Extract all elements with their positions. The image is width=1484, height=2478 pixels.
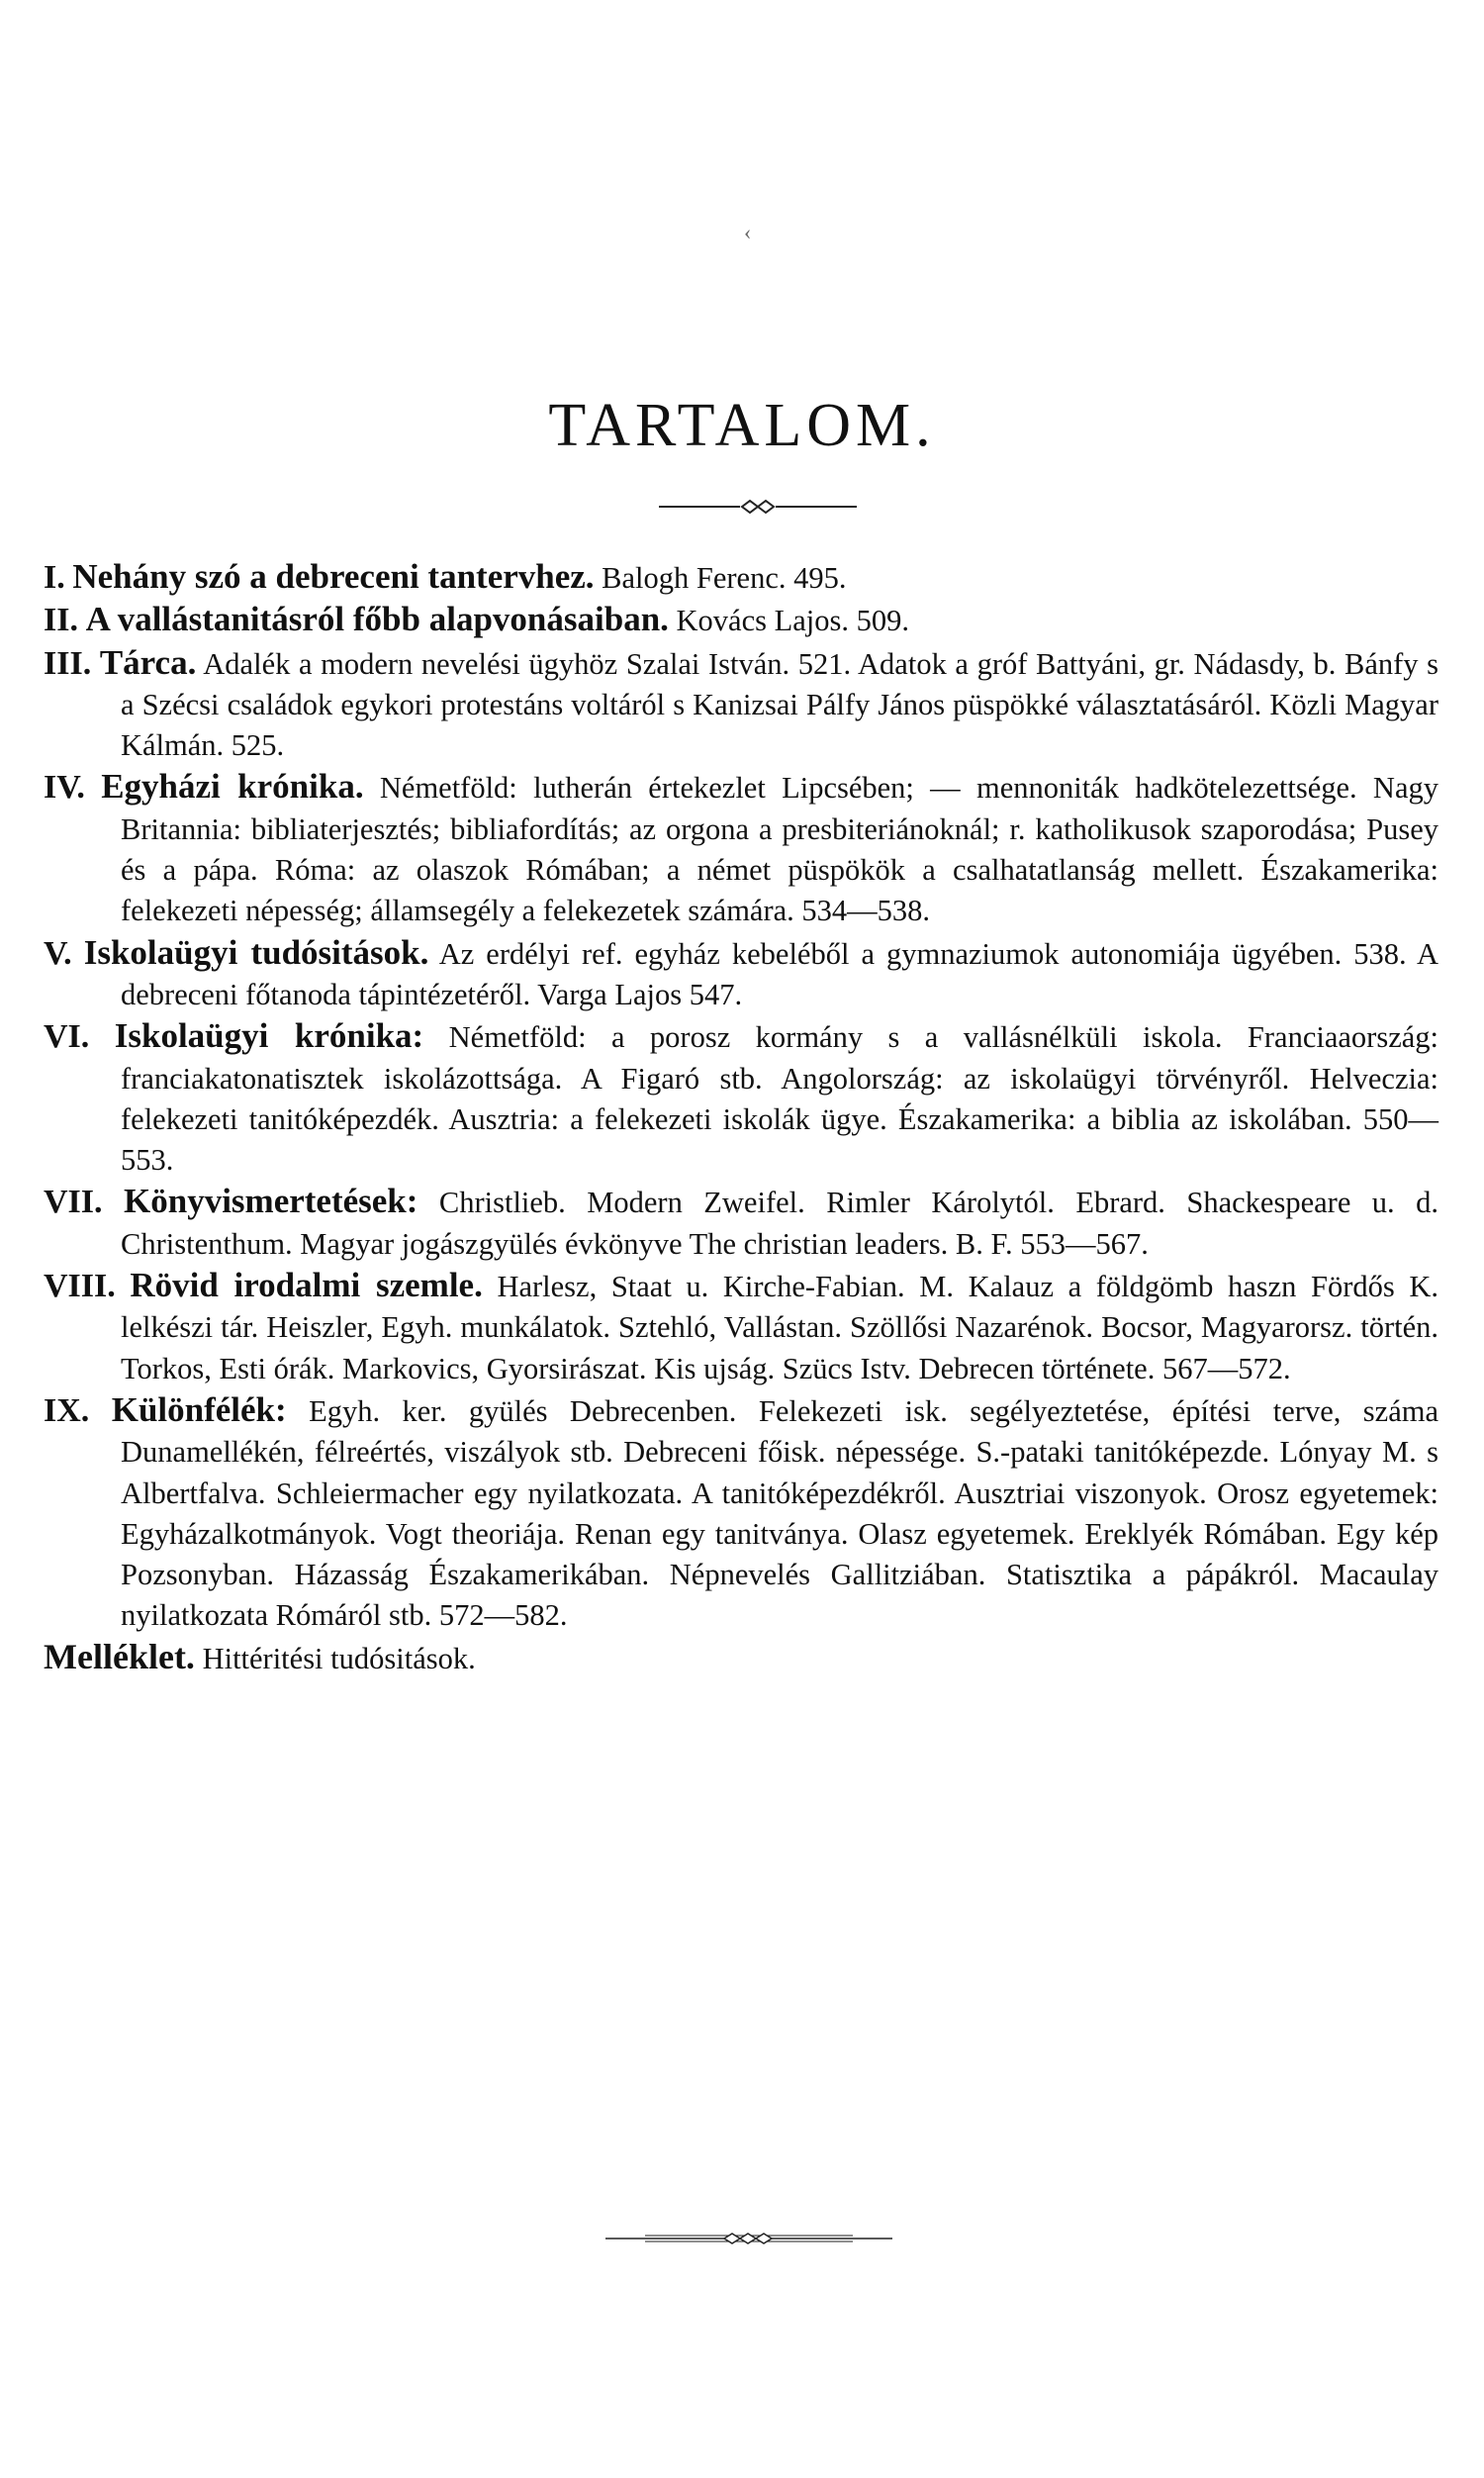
entry-text: Adalék a modern nevelési ügyhöz Szalai István. 521. Adatok a gróf Battyáni, gr. Nádasdy, b. Bánfy s a Szécsi családok egykori protestáns voltáról s Kanizsai Pálfy János püspökké választatásáról. Közli Magyar Kálmán. 525. (121, 646, 1438, 763)
toc-entry-4 (44, 766, 1438, 931)
entry-heading: A vallástanitásról főbb alapvonásaiban. (85, 600, 669, 639)
title-ornament (659, 497, 857, 517)
page-title: TARTALOM. (548, 392, 936, 459)
entry-text: Harlesz, Staat u. Kirche-Fabian. M. Kalauz a földgömb haszn Fördős K. lelkészi tár. Heiszler, Egyh. munkálatok. Sztehló, Vallástan. Szöllősi Nazarénok. Bocsor, Magyarorsz. történ. Torkos, Esti órák. Markovics, Gyorsirászat. Kis ujság. Szücs Istv. Debrecen története. 567—572. (121, 1270, 1439, 1385)
closing-ornament (605, 2229, 892, 2248)
entry-heading: Egyházi krónika. (101, 767, 364, 807)
toc-entry-8 (44, 1265, 1438, 1389)
entry-heading: Rövid irodalmi szemle. (130, 1266, 483, 1305)
entry-text: Németföld: lutherán értekezlet Lipcsében; — mennoniták hadkötelezettsége. Nagy Britannia: bibliaterjesztés; bibliafordítás; az orgona a presbiteriánoknál; r. katholikusok szaporodása; Pusey és a pápa. Róma: az olaszok Rómában; a német püspökök a csalhatatlanság mellett. Északamerika: felekezeti népesség; államsegély a felekezetek számára. 534—538. (121, 771, 1438, 928)
entry-text: Egyh. ker. gyülés Debrecenben. Felekezeti isk. segélyeztetése, építési terve, száma Dunamellékén, félreértés, viszályok stb. Debreceni főisk. népessége. S.-pataki tanitóképezde. Lónyay M. s Albertfalva. Schleiermacher egy nyilatkozata. A tanitóképezdékről. Ausztriai viszonyok. Orosz egyetemek: Egyházalkotmányok. Vogt theoriája. Renan egy tanitványa. Olasz egyetemek. Ereklyék Rómában. Egy kép Pozsonyban. Házasság Északamerikában. Népnevelés Gallitziában. Statisztika a pápákról. Macaulay nyilatkozata Rómáról stb. 572—582. (121, 1393, 1438, 1633)
toc-entry-1 (44, 556, 1438, 599)
toc-entry-6 (44, 1015, 1438, 1181)
entry-heading: Iskolaügyi krónika: (114, 1016, 424, 1056)
entry-text: Az erdélyi ref. egyház kebeléből a gymnaziumok autonomiája ügyében. 538. A debreceni főtanoda tápintézetéről. Varga Lajos 547. (121, 936, 1439, 1011)
entry-heading: Tárca. (99, 642, 197, 682)
entry-number: VI. (44, 1018, 90, 1056)
entry-heading: Különfélék: (111, 1389, 287, 1429)
toc-supplement (44, 1637, 1438, 1679)
toc-entry-9 (44, 1389, 1438, 1637)
toc-entry-7 (44, 1181, 1438, 1265)
entry-heading: Könyvismertetések: (124, 1182, 418, 1221)
entry-text: Németföld: a porosz kormány s a vallásnélküli iskola. Franciaaország: franciakatonatisztek iskolázottsága. A Figaró stb. Angolország: az iskolaügyi törvényről. Helveczia: felekezeti tanitóképezdék. Ausztria: a felekezeti iskolák ügye. Északamerika: a biblia az iskolában. 550—553. (121, 1020, 1439, 1178)
entry-number: IV. (44, 769, 85, 807)
entry-heading: Iskolaügyi tudósitások. (83, 932, 429, 972)
entry-number: II. (44, 602, 78, 639)
entry-number: IX. (44, 1391, 90, 1429)
entry-text: Balogh Ferenc. 495. (594, 561, 847, 595)
toc-entry-2 (44, 599, 1438, 641)
entry-number: VII. (44, 1184, 103, 1221)
entry-number: VIII. (44, 1268, 116, 1305)
entry-heading: Nehány szó a debreceni tantervhez. (72, 557, 595, 596)
supplement-text: Hittéritési tudósitások. (194, 1641, 476, 1675)
supplement-heading: Melléklet. (44, 1636, 195, 1676)
entry-text: Kovács Lajos. 509. (668, 604, 910, 638)
entry-number: V. (44, 934, 72, 972)
table-of-contents (44, 556, 1438, 1679)
entry-number: I. (44, 559, 65, 596)
entry-number: III. (44, 644, 92, 682)
toc-entry-5 (44, 932, 1438, 1016)
toc-entry-3 (44, 642, 1438, 767)
page-mark: ‹ (744, 220, 752, 244)
entry-text: Christlieb. Modern Zweifel. Rimler Károlytól. Ebrard. Shackespeare u. d. Christenthum. Magyar jogászgyülés évkönyve The christian leaders. B. F. 553—567. (121, 1186, 1439, 1261)
